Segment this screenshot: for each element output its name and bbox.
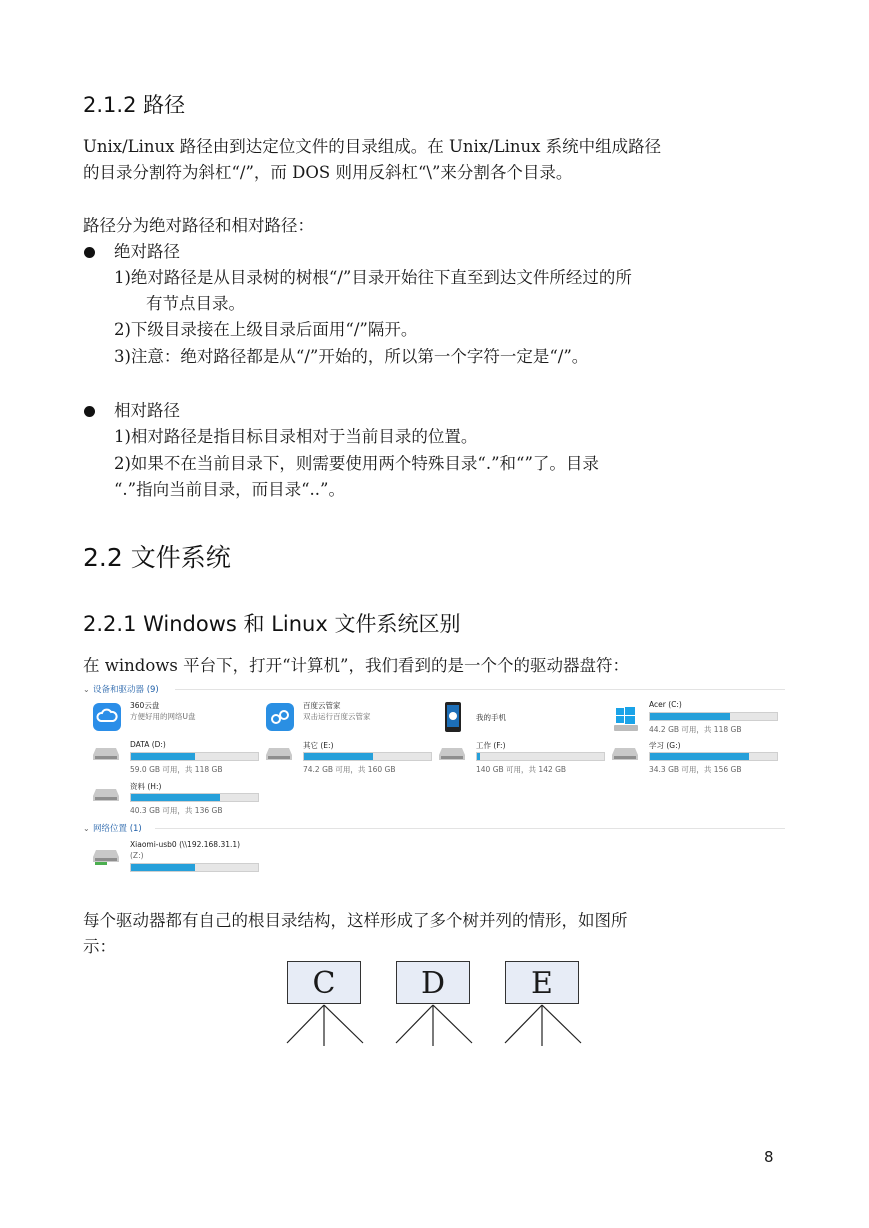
drive-name: 其它 (E:)	[303, 741, 334, 750]
chevron-down-icon: ⌄	[83, 684, 90, 694]
paragraph-line: 在 windows 平台下，打开“计算机”，我们看到的是一个个的驱动器盘符：	[83, 656, 629, 675]
list-item: “.”指向当前目录，而目录“..”。	[114, 480, 345, 499]
tree-node-e: E	[505, 961, 579, 1004]
drive-sub: (Z:)	[130, 851, 144, 860]
drive-info: 140 GB 可用，共 142 GB	[476, 765, 567, 774]
drive-name: Xiaomi-usb0 (\\192.168.31.1)	[130, 840, 241, 849]
paragraph-line: 每个驱动器都有自己的根目录结构，这样形成了多个树并列的情形，如图所	[83, 911, 628, 930]
drive-info: 44.2 GB 可用，共 118 GB	[649, 725, 742, 734]
group-header-devices[interactable]: ⌄ 设备和驱动器 (9)	[83, 683, 785, 695]
drive-name: DATA (D:)	[130, 740, 166, 749]
drive-info: 34.3 GB 可用，共 156 GB	[649, 765, 742, 774]
chevron-down-icon: ⌄	[83, 823, 90, 833]
list-item: 1)相对路径是指目标目录相对于当前目录的位置。	[114, 427, 478, 446]
list-item: 1)绝对路径是从目录树的树根“/”目录开始往下直至到达文件所经过的所	[114, 268, 632, 287]
paragraph-line: 示：	[83, 937, 116, 956]
app-sub: 双击运行百度云管家	[303, 712, 371, 721]
tree-node-c: C	[287, 961, 361, 1004]
list-item: 3)注意：绝对路径都是从“/”开始的，所以第一个字符一定是“/”。	[114, 347, 589, 366]
app-name: 360云盘	[130, 701, 160, 710]
drive-name: 资料 (H:)	[130, 782, 162, 791]
drive-info: 59.0 GB 可用，共 118 GB	[130, 765, 223, 774]
section-heading: 2.1.2 路径	[83, 93, 186, 117]
list-item: 2)下级目录接在上级目录后面用“/”隔开。	[114, 320, 418, 339]
app-name: 我的手机	[476, 713, 506, 722]
section-heading: 2.2 文件系统	[83, 543, 231, 572]
drive-info: 40.3 GB 可用，共 136 GB	[130, 806, 223, 815]
drive-name: Acer (C:)	[649, 700, 682, 709]
app-sub: 方便好用的网络U盘	[130, 712, 196, 721]
tree-node-d: D	[396, 961, 470, 1004]
drive-name: 工作 (F:)	[476, 741, 506, 750]
drive-info: 74.2 GB 可用，共 160 GB	[303, 765, 396, 774]
list-item: 有节点目录。	[146, 294, 245, 313]
paragraph-line: Unix/Linux 路径由到达定位文件的目录组成。在 Unix/Linux 系统中组成路径	[83, 137, 662, 156]
section-heading: 2.2.1 Windows 和 Linux 文件系统区别	[83, 612, 461, 636]
group-header-network[interactable]: ⌄ 网络位置 (1)	[83, 822, 785, 834]
bullet-title: 绝对路径	[114, 242, 180, 261]
paragraph-line: 路径分为绝对路径和相对路径：	[83, 216, 314, 235]
paragraph-line: 的目录分割符为斜杠“/”，而 DOS 则用反斜杠“\”来分割各个目录。	[83, 163, 573, 182]
bullet-title: 相对路径	[114, 401, 180, 420]
app-name: 百度云管家	[303, 701, 341, 710]
list-item: 2)如果不在当前目录下，则需要使用两个特殊目录“.”和“”了。目录	[114, 454, 599, 473]
page-number: 8	[764, 1148, 774, 1166]
drive-name: 学习 (G:)	[649, 741, 681, 750]
